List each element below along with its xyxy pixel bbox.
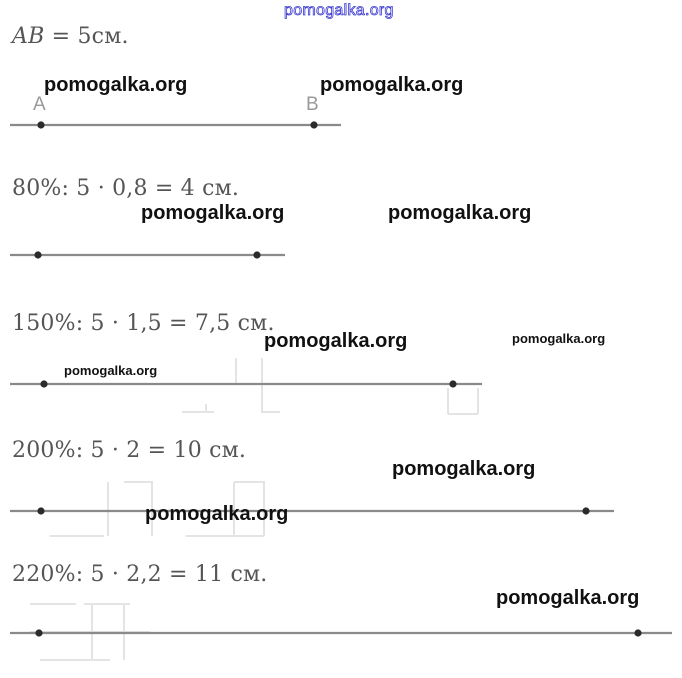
point-220-end bbox=[634, 629, 641, 636]
watermark: pomogalka.org bbox=[320, 74, 464, 96]
watermark: pomogalka.org bbox=[145, 503, 289, 525]
point-80-end bbox=[253, 251, 260, 258]
segment-name: AB bbox=[12, 24, 45, 49]
segment-points bbox=[34, 121, 641, 636]
point-b bbox=[310, 121, 317, 128]
point-150-end bbox=[449, 380, 456, 387]
point-label-a: A bbox=[33, 94, 46, 115]
point-220-start bbox=[35, 629, 42, 636]
watermark: pomogalka.org bbox=[388, 202, 532, 224]
watermark: pomogalka.org bbox=[141, 202, 285, 224]
point-a bbox=[37, 121, 44, 128]
point-150-start bbox=[40, 380, 47, 387]
equation-200-percent: 200%: 5 · 2 = 10 см. bbox=[12, 438, 247, 463]
watermark: pomogalka.org bbox=[44, 74, 188, 96]
point-80-start bbox=[34, 251, 41, 258]
watermark: pomogalka.org bbox=[264, 330, 408, 352]
point-200-start bbox=[37, 507, 44, 514]
watermark: pomogalka.org bbox=[512, 331, 606, 346]
watermark: pomogalka.org bbox=[64, 363, 158, 378]
equation-80-percent: 80%: 5 · 0,8 = 4 см. bbox=[12, 176, 240, 201]
watermark: pomogalka.org bbox=[496, 587, 640, 609]
watermark: pomogalka.org bbox=[392, 458, 536, 480]
equation-150-percent: 150%: 5 · 1,5 = 7,5 см. bbox=[12, 311, 275, 336]
point-label-b: B bbox=[306, 94, 319, 115]
header-watermark: pomogalka.org bbox=[284, 2, 394, 19]
segment-length: = 5см. bbox=[44, 24, 129, 49]
point-200-end bbox=[582, 507, 589, 514]
segment-lines bbox=[10, 125, 672, 633]
equation-220-percent: 220%: 5 · 2,2 = 11 см. bbox=[12, 562, 268, 587]
